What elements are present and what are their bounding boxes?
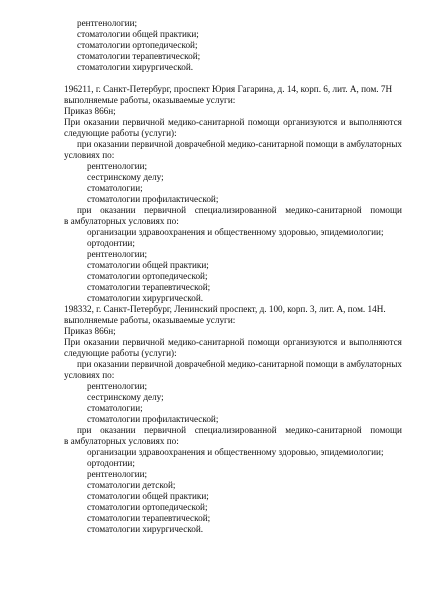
text-line: стоматологии хирургической. [77,62,194,72]
word: помощи [305,359,338,369]
text-line: сестринскому делу; [87,172,164,182]
word: оказании [83,117,120,127]
text-line: организации здравоохранения и общественному здоровью, эпидемиологии; [87,227,384,237]
word: первичной [131,359,174,369]
text-line: стоматологии ортопедической; [77,40,198,50]
text-line: стоматологии; [87,183,143,193]
text-line [64,117,402,128]
word: специализированной [194,425,277,435]
word: при [77,205,92,215]
word: специализированной [194,205,277,215]
text-line: стоматологии детской; [87,480,176,490]
text-line: стоматологии терапевтической; [87,282,211,292]
word: медико-санитарной [227,359,304,369]
text-line: стоматологии терапевтической; [87,513,211,523]
text-line: сестринскому делу; [87,392,164,402]
word: первичной [131,139,174,149]
text-line: стоматологии общей практики; [87,260,209,270]
text-line: Приказ 866н; [64,326,116,336]
text-line: стоматологии ортопедической; [87,502,208,512]
text-line [77,359,402,370]
text-line: стоматологии профилактической; [87,414,219,424]
text-line: ортодонтии; [87,238,135,248]
word: медико-санитарной [168,117,245,127]
text-line: рентгенологии; [87,249,148,259]
word: При [64,337,81,347]
word: первичной [122,117,165,127]
word: помощи [247,117,280,127]
word: медико-санитарной [227,139,304,149]
word: первичной [144,425,187,435]
word: медико-санитарной [285,205,362,215]
text-line: Приказ 866н; [64,106,116,116]
text-line: стоматологии профилактической; [87,194,219,204]
word: доврачебной [175,139,226,149]
text-line: рентгенологии; [87,469,148,479]
word: и [340,337,346,347]
text-line: стоматологии; [87,403,143,413]
word: оказании [100,425,136,435]
text-line: следующие работы (услуги): [64,128,177,138]
word: при [77,359,92,369]
text-line: рентгенологии; [87,381,148,391]
word: оказании [83,337,120,347]
address-line: 198332, г. Санкт-Петербург, Ленинский проспект, д. 100, корп. 3, лит. А, пом. 14Н. [64,304,386,314]
text-line: выполняемые работы, оказываемые услуги: [64,315,236,325]
text-line: стоматологии ортопедической; [87,271,208,281]
word: медико-санитарной [285,425,362,435]
word: медико-санитарной [168,337,245,347]
word: амбулаторных [346,359,402,369]
word: в [339,359,345,369]
word: выполняются [349,117,402,127]
text-line: стоматологии общей практики; [87,491,209,501]
word: доврачебной [175,359,226,369]
word: При [64,117,81,127]
text-line [77,425,402,436]
text-line: стоматологии хирургической. [87,293,204,303]
text-line: организации здравоохранения и общественному здоровью, эпидемиологии; [87,447,384,457]
text-line: стоматологии общей практики; [77,29,199,39]
text-line [77,139,402,150]
text-line: стоматологии терапевтической; [77,51,201,61]
text-line: условиях по: [64,150,115,160]
word: оказании [100,205,136,215]
text-line: ортодонтии; [87,458,135,468]
word: организуются [283,337,338,347]
word: при [77,139,92,149]
text-line: следующие работы (услуги): [64,348,177,358]
word: оказании [93,359,130,369]
text-line [77,205,402,216]
text-line: стоматологии хирургической. [87,524,204,534]
word: при [77,425,92,435]
word: амбулаторных [346,139,402,149]
text-line: условиях по: [64,370,115,380]
word: и [340,117,346,127]
word: выполняются [349,337,402,347]
word: первичной [122,337,165,347]
word: организуются [283,117,338,127]
word: помощи [370,425,402,435]
text-line: выполняемые работы, оказываемые услуги: [64,95,236,105]
word: в [339,139,345,149]
word: оказании [93,139,130,149]
text-line: рентгенологии; [87,161,148,171]
word: помощи [305,139,338,149]
text-line: в амбулаторных условиях по: [64,216,179,226]
text-line: рентгенологии; [77,18,138,28]
word: помощи [247,337,280,347]
text-line [64,337,402,348]
text-line: в амбулаторных условиях по: [64,436,179,446]
word: первичной [144,205,187,215]
address-line: 196211, г. Санкт-Петербург, проспект Юрия Гагарина, д. 14, корп. 6, лит. А, пом. 7Н [64,84,393,94]
word: помощи [370,205,402,215]
